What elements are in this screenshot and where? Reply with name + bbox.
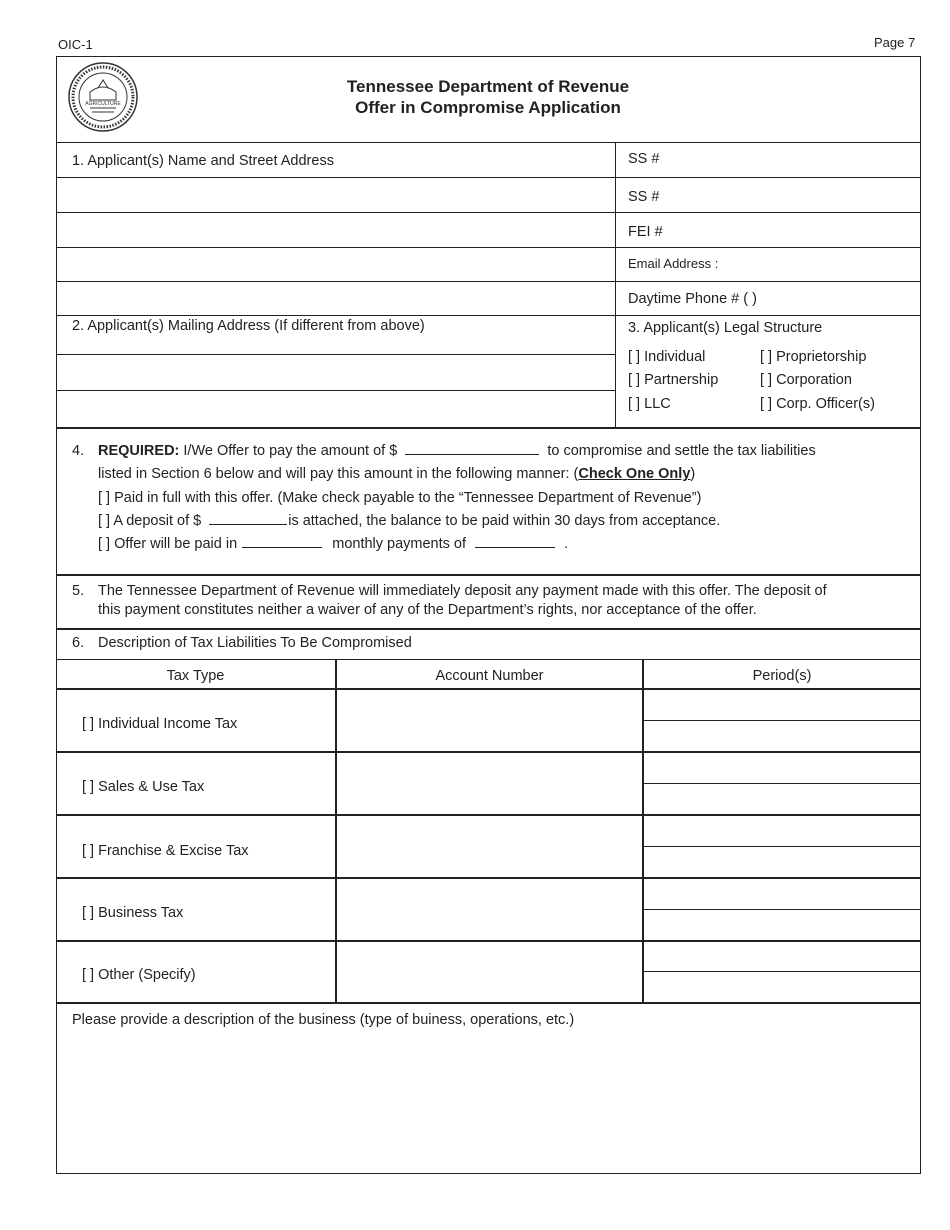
page-label: Page 7 <box>874 35 916 50</box>
monthly-text-end: . <box>564 536 569 552</box>
divider <box>56 212 921 213</box>
frame-top <box>56 56 921 57</box>
deposit-amount-field[interactable] <box>209 513 287 525</box>
divider <box>56 814 921 816</box>
business-description-area[interactable] <box>60 1035 915 1169</box>
section3-label: 3. Applicant(s) Legal Structure <box>628 320 823 336</box>
table-row-individual-income[interactable]: [ ] Individual Income Tax <box>82 716 238 732</box>
email-field-label: Email Address : <box>628 256 719 271</box>
payment-option-full[interactable]: [ ] Paid in full with this offer. (Make check payable to the “Tennessee Department of Revenue”) <box>98 490 702 506</box>
divider <box>56 751 921 753</box>
col-header-periods: Period(s) <box>752 668 812 684</box>
frame-right <box>920 56 921 1173</box>
section5-line2: this payment constitutes neither a waiver of any of the Department’s rights, nor acceptance of the offer. <box>98 602 757 618</box>
legal-option-llc[interactable]: [ ] LLC <box>628 396 671 412</box>
divider <box>56 354 615 355</box>
divider <box>56 940 921 942</box>
monthly-amount-field[interactable] <box>475 536 555 548</box>
deposit-text: [ ] A deposit of $ <box>98 513 202 529</box>
check-one-only: Check One Only <box>578 466 691 482</box>
table-row-sales-use[interactable]: [ ] Sales & Use Tax <box>82 779 205 795</box>
frame-bottom <box>56 1173 921 1174</box>
page-title-line2: Offer in Compromise Application <box>355 98 621 117</box>
offer-text-cont: to compromise and settle the tax liabilities <box>547 443 816 459</box>
divider <box>56 574 921 576</box>
ss-field-1-label: SS # <box>628 151 660 167</box>
payment-option-deposit[interactable] <box>98 513 720 529</box>
section5-line1: The Tennessee Department of Revenue will immediately deposit any payment made with this offer. The deposit of <box>98 583 827 599</box>
ss-field-2-label: SS # <box>628 189 660 205</box>
period-divider <box>644 846 920 847</box>
table-row-business-tax[interactable]: [ ] Business Tax <box>82 905 184 921</box>
required-label: REQUIRED: <box>98 443 180 459</box>
legal-option-corp-officer[interactable]: [ ] Corp. Officer(s) <box>760 396 875 412</box>
divider <box>56 177 921 178</box>
page-title-line1: Tennessee Department of Revenue <box>346 77 630 96</box>
table-divider <box>642 659 644 1003</box>
frame-left <box>56 56 57 1173</box>
section1-label: 1. Applicant(s) Name and Street Address <box>72 153 334 169</box>
col-header-account-number: Account Number <box>435 668 544 684</box>
phone-field-label: Daytime Phone # ( ) <box>628 291 757 307</box>
section6-label: Description of Tax Liabilities To Be Compromised <box>98 635 412 651</box>
manner-text-close: ) <box>690 466 696 482</box>
business-description-label: Please provide a description of the business (type of buiness, operations, etc.) <box>72 1012 575 1028</box>
divider <box>56 628 921 630</box>
monthly-count-field[interactable] <box>242 536 322 548</box>
legal-option-individual[interactable]: [ ] Individual <box>628 349 706 365</box>
divider <box>56 247 921 248</box>
divider <box>56 427 921 429</box>
divider <box>56 659 921 660</box>
offer-text: I/We Offer to pay the amount of $ <box>183 443 398 459</box>
period-divider <box>644 971 920 972</box>
monthly-text-cont: monthly payments of <box>332 536 467 552</box>
deposit-text-cont: is attached, the balance to be paid within 30 days from acceptance. <box>288 513 721 529</box>
table-row-other[interactable]: [ ] Other (Specify) <box>82 967 196 983</box>
period-divider <box>644 783 920 784</box>
legal-option-proprietorship[interactable]: [ ] Proprietorship <box>760 349 867 365</box>
section4-line1 <box>98 443 816 459</box>
divider <box>56 390 615 391</box>
offer-amount-field[interactable] <box>405 443 539 455</box>
divider <box>56 1002 921 1004</box>
manner-text: listed in Section 6 below and will pay this amount in the following manner: ( <box>98 466 579 482</box>
state-seal-icon <box>68 62 138 132</box>
payment-option-monthly[interactable] <box>98 536 568 552</box>
legal-option-corporation[interactable]: [ ] Corporation <box>760 372 852 388</box>
divider <box>56 877 921 879</box>
section5-number: 5. <box>72 583 85 599</box>
section4-number: 4. <box>72 443 85 459</box>
legal-option-partnership[interactable]: [ ] Partnership <box>628 372 719 388</box>
section2-label: 2. Applicant(s) Mailing Address (If different from above) <box>72 318 425 334</box>
form-id: OIC-1 <box>58 37 93 52</box>
table-divider <box>335 659 337 1003</box>
monthly-text: [ ] Offer will be paid in <box>98 536 238 552</box>
section6-number: 6. <box>72 635 85 651</box>
divider <box>56 688 921 690</box>
divider <box>56 315 921 316</box>
divider <box>56 281 921 282</box>
seal-text: AGRICULTURE <box>85 101 121 107</box>
section4-line2 <box>98 466 695 482</box>
fei-field-label: FEI # <box>628 224 663 240</box>
table-row-franchise-excise[interactable]: [ ] Franchise & Excise Tax <box>82 843 249 859</box>
period-divider <box>644 909 920 910</box>
col-header-tax-type: Tax Type <box>166 668 225 684</box>
period-divider <box>644 720 920 721</box>
divider <box>56 142 921 143</box>
divider <box>615 142 616 428</box>
